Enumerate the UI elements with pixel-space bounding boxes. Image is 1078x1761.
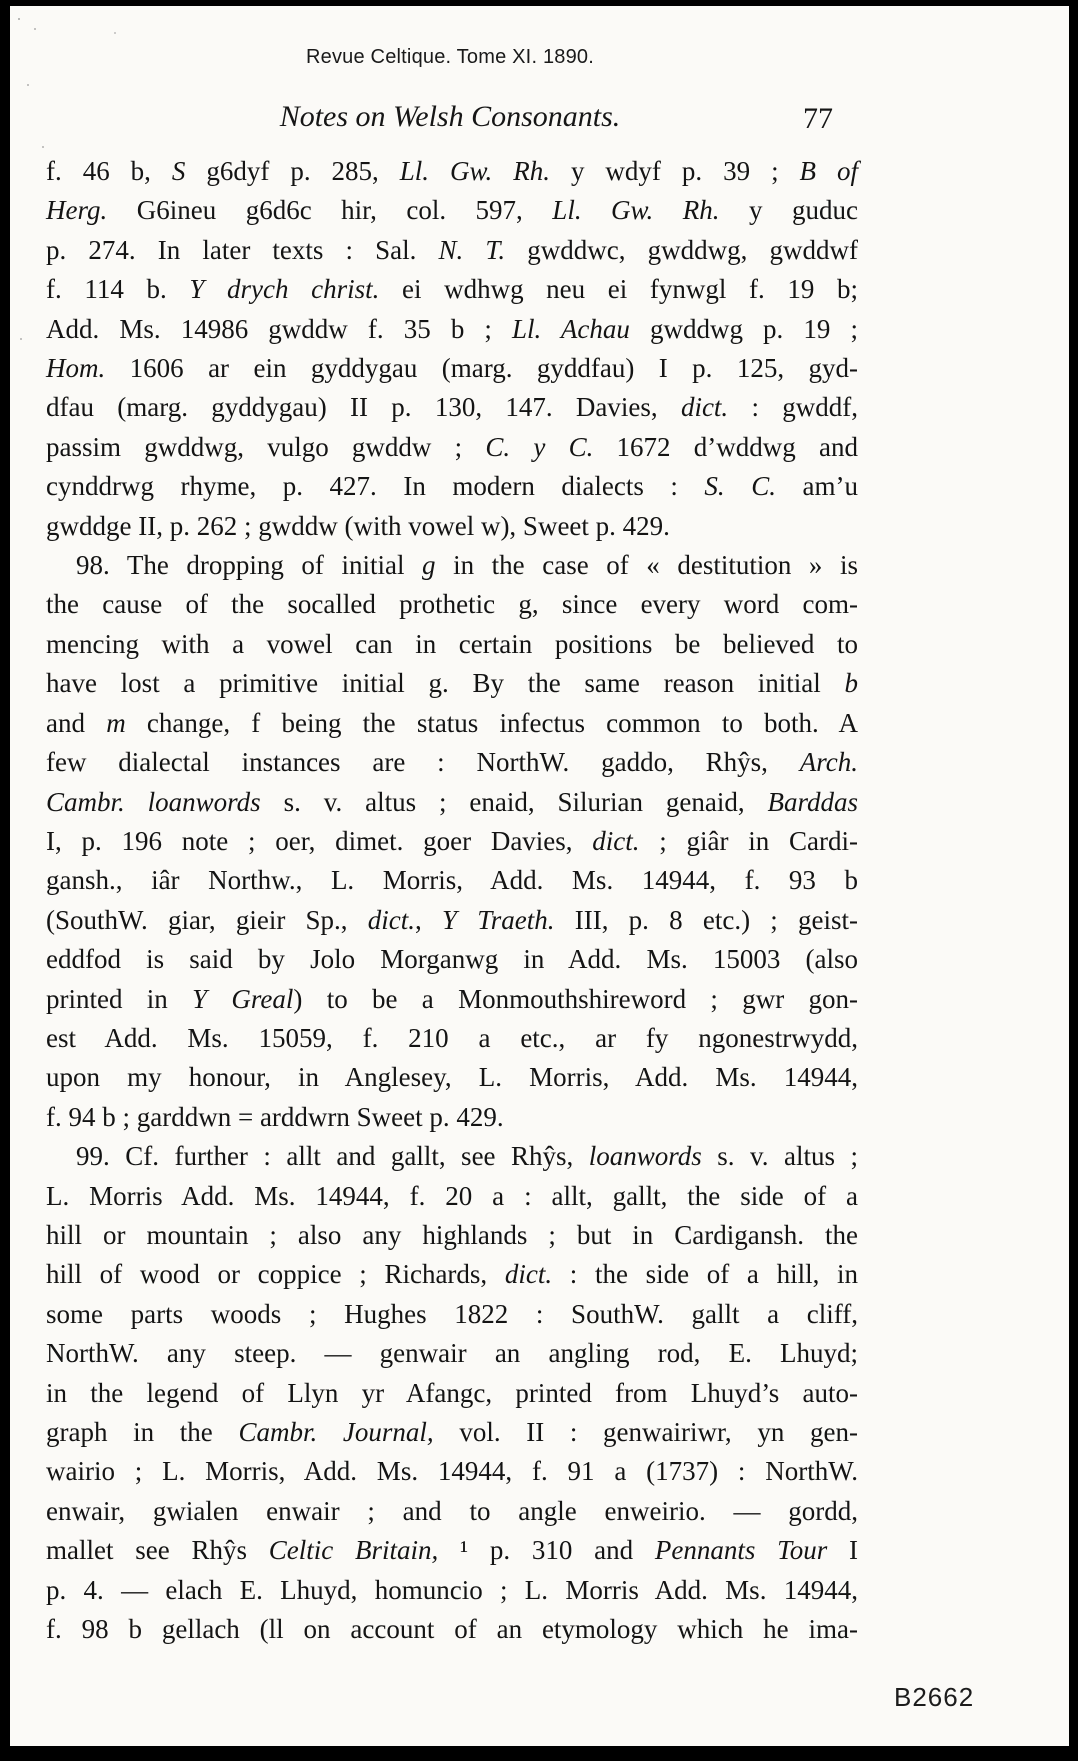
text-line: mencing with a vowel can in certain positions be believed to	[46, 628, 858, 659]
catalog-stamp: B2662	[894, 1682, 975, 1712]
text-line: graph in the Cambr. Journal, vol. II : genwairiwr, yn gen-	[46, 1417, 858, 1447]
text-line: wairio ; L. Morris, Add. Ms. 14944, f. 91 a (1737) : NorthW.	[46, 1456, 858, 1487]
text-line: passim gwddwg, vulgo gwddw ; C. y C. 1672 d’wddwg and	[46, 431, 858, 462]
page-number: 77	[803, 102, 833, 135]
text-line: p. 274. In later texts : Sal. N. T. gwddwc, gwddwg, gwddwf	[46, 234, 858, 265]
text-line: Cambr. loanwords s. v. altus ; enaid, Silurian genaid, Barddas	[46, 786, 858, 817]
text-line: in the legend of Llyn yr Afangc, printed from Lhuyd’s auto-	[46, 1377, 858, 1408]
text-line: printed in Y Greal) to be a Monmouthshireword ; gwr gon-	[46, 983, 858, 1014]
text-line: mallet see Rhŷs Celtic Britain, ¹ p. 310 and Pennants Tour I	[46, 1535, 858, 1566]
text-line: 99. Cf. further : allt and gallt, see Rhŷs, loanwords s. v. altus ;	[76, 1141, 858, 1172]
text-line: f. 46 b, S g6dyf p. 285, Ll. Gw. Rh. y wdyf p. 39 ; B of	[46, 156, 859, 186]
text-line: I, p. 196 note ; oer, dimet. goer Davies, dict. ; giâr in Cardi-	[46, 825, 858, 856]
text-line: Herg. G6ineu g6d6c hir, col. 597, Ll. Gw. Rh. y guduc	[46, 195, 859, 226]
library-stamp-header: Revue Celtique. Tome XI. 1890.	[305, 46, 595, 68]
text-line: f. 114 b. Y drych christ. ei wdhwg neu ei fynwgl f. 19 b;	[46, 274, 858, 305]
text-line: the cause of the socalled prothetic g, since every word com-	[46, 589, 858, 620]
text-line: cynddrwg rhyme, p. 427. In modern dialects : S. C. am’u	[46, 471, 858, 502]
text-line: enwair, gwialen enwair ; and to angle enweirio. — gordd,	[46, 1495, 858, 1526]
text-line: est Add. Ms. 15059, f. 210 a etc., ar fy ngonestrwydd,	[46, 1022, 858, 1053]
text-line: p. 4. — elach E. Lhuyd, homuncio ; L. Morris Add. Ms. 14944,	[46, 1574, 858, 1605]
text-line: dfau (marg. gyddygau) II p. 130, 147. Davies, dict. : gwddf,	[46, 392, 859, 423]
text-line: have lost a primitive initial g. By the same reason initial b	[46, 668, 858, 699]
running-title: Notes on Welsh Consonants.	[279, 100, 621, 133]
text-line: Add. Ms. 14986 gwddw f. 35 b ; Ll. Achau gwddwg p. 19 ;	[46, 313, 858, 344]
text-line: gwddge II, p. 262 ; gwddw (with vowel w), Sweet p. 429.	[46, 510, 670, 541]
text-line: some parts woods ; Hughes 1822 : SouthW. gallt a cliff,	[46, 1298, 858, 1329]
text-line: hill or mountain ; also any highlands ; but in Cardigansh. the	[46, 1219, 858, 1250]
text-line: gansh., iâr Northw., L. Morris, Add. Ms. 14944, f. 93 b	[46, 865, 858, 896]
text-line: hill of wood or coppice ; Richards, dict. : the side of a hill, in	[46, 1259, 858, 1290]
text-line: eddfod is said by Jolo Morganwg in Add. Ms. 15003 (also	[46, 944, 858, 975]
text-line: f. 98 b gellach (ll on account of an etymology which he ima-	[46, 1614, 858, 1645]
text-line: NorthW. any steep. — genwair an angling rod, E. Lhuyd;	[46, 1338, 858, 1369]
text-line: few dialectal instances are : NorthW. gaddo, Rhŷs, Arch.	[46, 747, 858, 778]
text-line: f. 94 b ; garddwn = arddwrn Sweet p. 429.	[46, 1101, 504, 1132]
text-line: upon my honour, in Anglesey, L. Morris, Add. Ms. 14944,	[46, 1062, 858, 1093]
text-line: (SouthW. giar, gieir Sp., dict., Y Traeth. III, p. 8 etc.) ; geist-	[46, 904, 858, 935]
text-line: L. Morris Add. Ms. 14944, f. 20 a : allt, gallt, the side of a	[46, 1180, 858, 1211]
text-line: Hom. 1606 ar ein gyddygau (marg. gyddfau) I p. 125, gyd-	[46, 353, 858, 384]
text-block	[46, 152, 858, 1649]
text-line: and m change, f being the status infectus common to both. A	[46, 707, 859, 738]
page-paper	[10, 6, 1069, 1746]
text-line: 98. The dropping of initial g in the case of « destitution » is	[76, 550, 859, 581]
